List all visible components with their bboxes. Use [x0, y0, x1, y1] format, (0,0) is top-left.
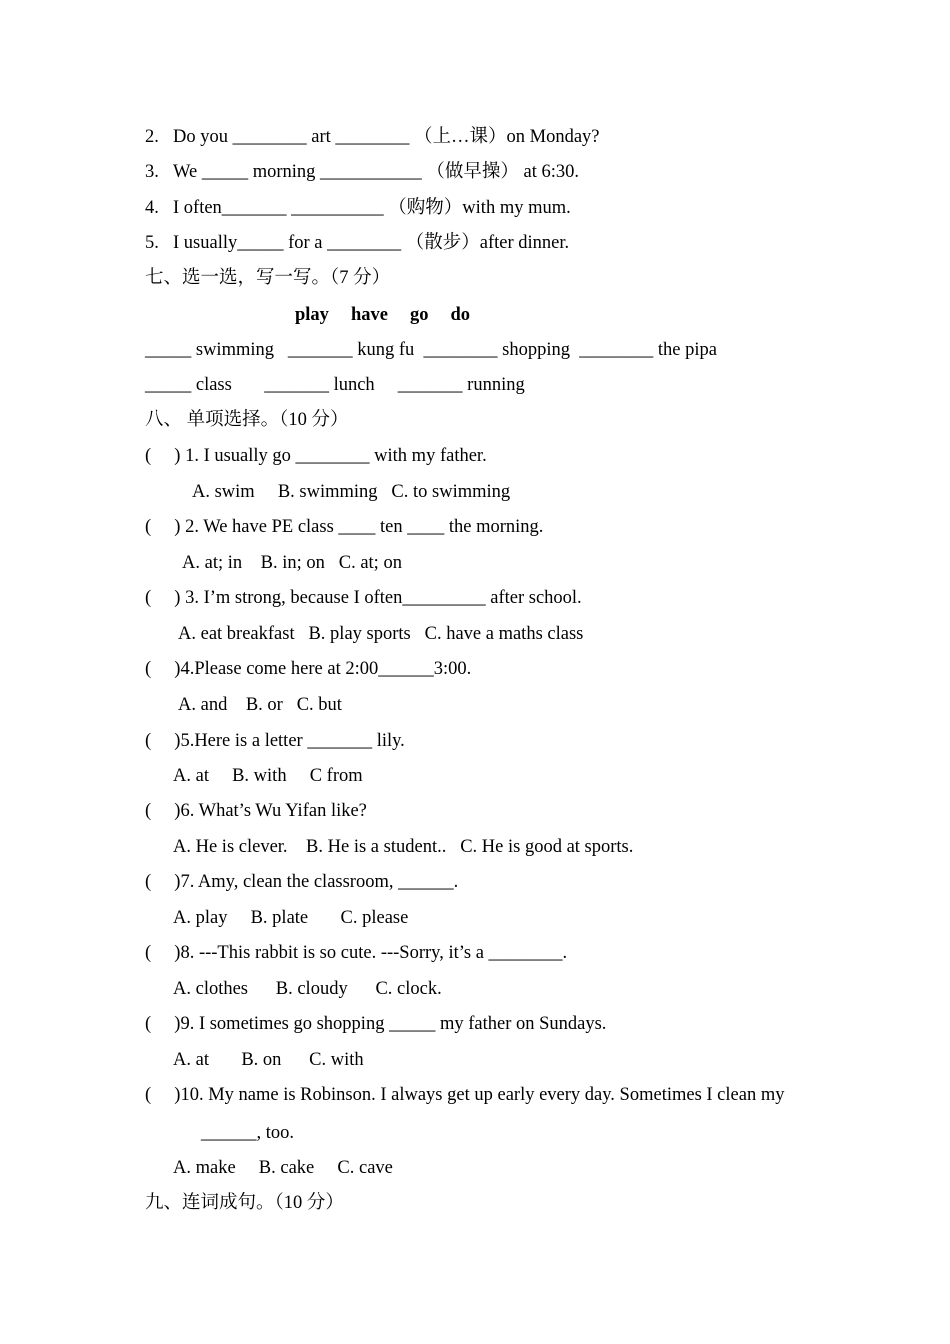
- item-text: Do you ________ art ________ （上…课）on Monday?: [173, 127, 600, 147]
- question-10: ( )10. My name is Robinson. I always get up early every day. Sometimes I clean my: [145, 1085, 785, 1105]
- section-7-row-2: _____ class _______ lunch _______ running: [145, 375, 525, 395]
- question-9: ( )9. I sometimes go shopping _____ my father on Sundays.: [145, 1014, 607, 1034]
- word-go: go: [409, 305, 429, 325]
- word-have: have: [350, 305, 388, 325]
- item-number: 5.: [145, 233, 159, 253]
- fill-item-5: [145, 231, 569, 255]
- section-7-row-1: _____ swimming _______ kung fu ________ shopping ________ the pipa: [145, 340, 717, 360]
- question-8: ( )8. ---This rabbit is so cute. ---Sorry, it’s a ________.: [145, 943, 568, 963]
- question-5-options: A. at B. with C from: [173, 766, 363, 786]
- question-9-options: A. at B. on C. with: [173, 1050, 364, 1070]
- question-7-options: A. play B. plate C. please: [173, 908, 409, 928]
- question-6-options: A. He is clever. B. He is a student.. C. He is good at sports.: [173, 837, 634, 857]
- word-do: do: [450, 305, 470, 325]
- item-number: 3.: [145, 162, 159, 182]
- question-3: ( ) 3. I’m strong, because I often_________ after school.: [145, 588, 582, 608]
- question-3-options: A. eat breakfast B. play sports C. have a maths class: [178, 624, 584, 644]
- section-9-heading: 九、连词成句。（10 分）: [145, 1193, 344, 1213]
- fill-item-4: [145, 196, 571, 220]
- item-number: 4.: [145, 198, 159, 218]
- question-10-continued: ______, too.: [201, 1123, 295, 1143]
- question-2: ( ) 2. We have PE class ____ ten ____ the morning.: [145, 517, 544, 537]
- word-bank: [295, 303, 492, 327]
- question-2-options: A. at; in B. in; on C. at; on: [182, 553, 402, 573]
- word-play: play: [295, 305, 329, 325]
- question-10-options: A. make B. cake C. cave: [173, 1158, 393, 1178]
- item-text: We _____ morning ___________ （做早操） at 6:30.: [173, 162, 579, 182]
- question-8-options: A. clothes B. cloudy C. clock.: [173, 979, 442, 999]
- question-1: ( ) 1. I usually go ________ with my father.: [145, 446, 487, 466]
- item-text: I often_______ __________ （购物）with my mum.: [173, 198, 571, 218]
- question-6: ( )6. What’s Wu Yifan like?: [145, 801, 367, 821]
- question-1-options: A. swim B. swimming C. to swimming: [192, 482, 511, 502]
- fill-item-2: [145, 125, 600, 149]
- section-7-heading: 七、选一选，写一写。（7 分）: [145, 268, 391, 288]
- item-number: 2.: [145, 127, 159, 147]
- question-4-options: A. and B. or C. but: [178, 695, 342, 715]
- question-7: ( )7. Amy, clean the classroom, ______.: [145, 872, 459, 892]
- question-5: ( )5.Here is a letter _______ lily.: [145, 731, 405, 751]
- fill-item-3: [145, 160, 579, 184]
- question-4: ( )4.Please come here at 2:00______3:00.: [145, 659, 472, 679]
- section-8-heading: 八、 单项选择。（10 分）: [145, 410, 349, 430]
- item-text: I usually_____ for a ________ （散步）after dinner.: [173, 233, 570, 253]
